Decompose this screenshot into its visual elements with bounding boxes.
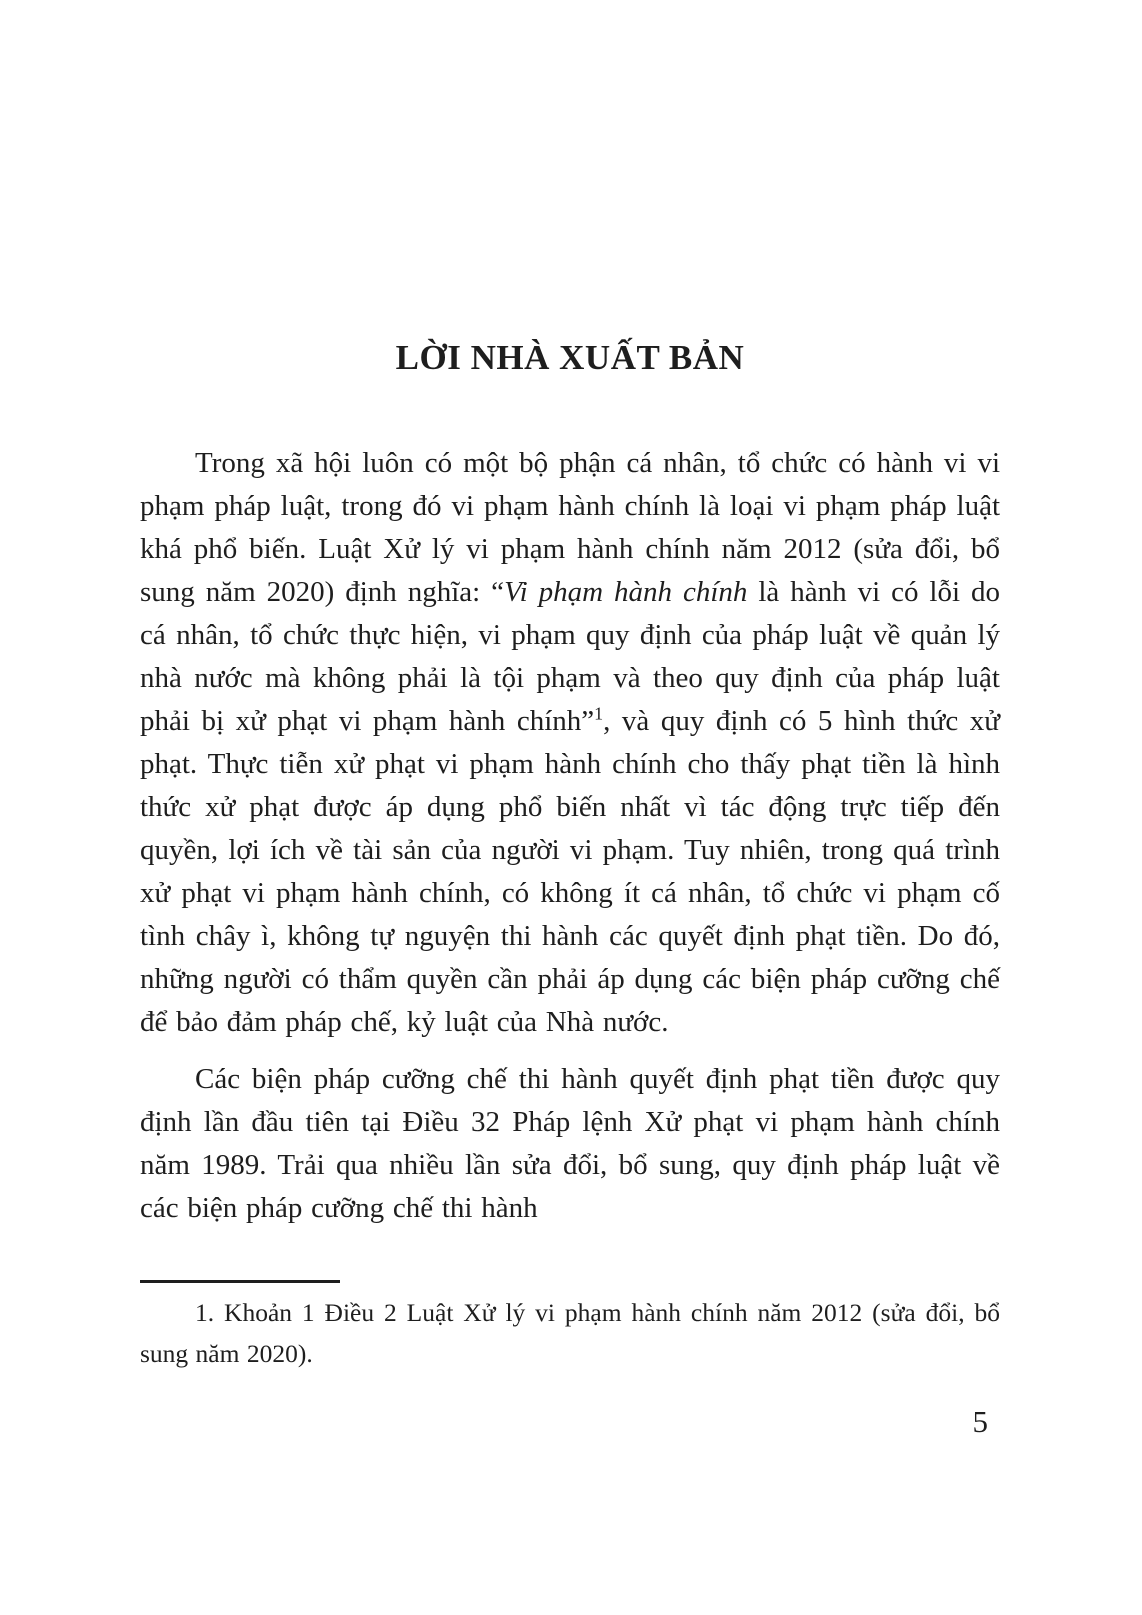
paragraph-1-text-after-quote: , và quy định có 5 hình thức xử phạt. Thực tiễn xử phạt vi phạm hành chính cho thấy phạt tiền là hình thức xử phạt được áp dụng phổ biến nhất vì tác động trực tiếp đến quyền, lợi ích về tài sản của người vi phạm. Tuy nhiên, trong quá trình xử phạt vi phạm hành chính, có không ít cá nhân, tổ chức vi phạm cố tình chây ì, không tự nguyện thi hành các quyết định phạt tiền. Do đó, những người có thẩm quyền cần phải áp dụng các biện pháp cưỡng chế để bảo đảm pháp chế, kỷ luật của Nhà nước.	[140, 704, 1000, 1038]
italic-law-term: Vi phạm hành chính	[504, 575, 748, 608]
footnote-separator	[140, 1280, 340, 1283]
paragraph-1	[140, 442, 1000, 1044]
paragraph-1-text-before-term: Trong xã hội luôn có một bộ phận cá nhân, tổ chức có hành vi vi phạm pháp luật, trong đó vi phạm hành chính là loại vi phạm pháp luật khá phổ biến. Luật Xử lý vi phạm hành chính năm 2012 (sửa đổi, bổ sung năm 2020) định nghĩa: “	[140, 446, 1000, 608]
page-number: 5	[972, 1403, 988, 1439]
footnote-reference: 1	[594, 703, 604, 724]
paragraph-2: Các biện pháp cưỡng chế thi hành quyết định phạt tiền được quy định lần đầu tiên tại Điều 32 Pháp lệnh Xử phạt vi phạm hành chính năm 1989. Trải qua nhiều lần sửa đổi, bổ sung, quy định pháp luật về các biện pháp cưỡng chế thi hành	[140, 1062, 1000, 1224]
footnote-text: 1. Khoản 1 Điều 2 Luật Xử lý vi phạm hành chính năm 2012 (sửa đổi, bổ sung năm 2020).	[140, 1297, 1000, 1368]
paragraph-1-quoted-definition: là hành vi có lỗi do cá nhân, tổ chức thực hiện, vi phạm quy định của pháp luật về quản lý nhà nước mà không phải là tội phạm và theo quy định của pháp luật phải bị xử phạt vi phạm hành chính”	[140, 575, 1000, 737]
page-title: LỜI NHÀ XUẤT BẢN	[395, 338, 745, 377]
